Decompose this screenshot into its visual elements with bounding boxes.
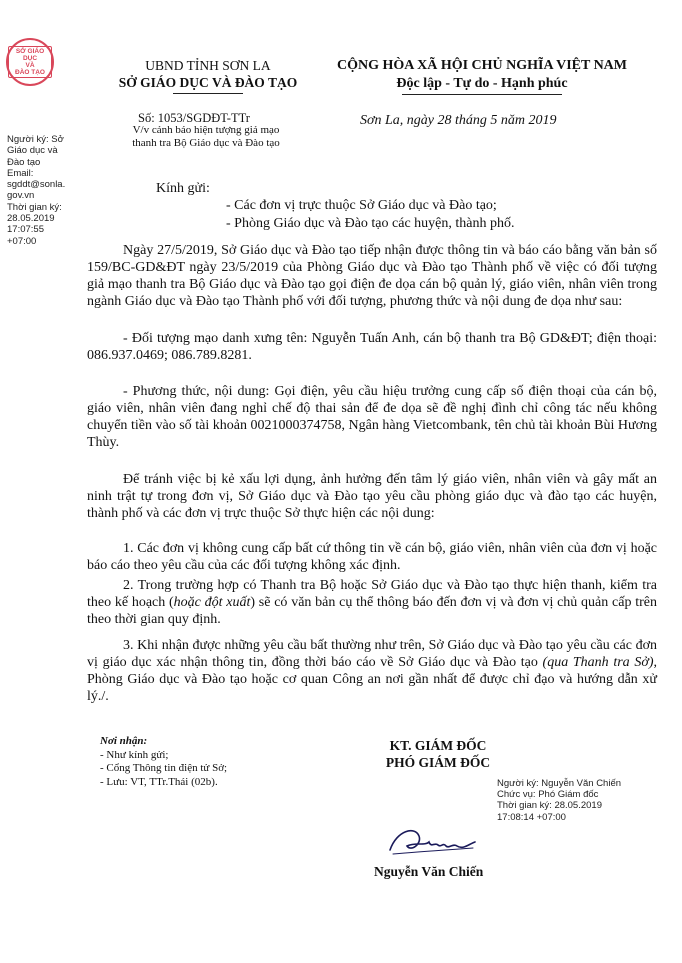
- sign-meta-line: 28.05.2019: [7, 213, 55, 225]
- subject-line-1: V/v cảnh báo hiện tượng giả mạo: [132, 124, 280, 136]
- item-2-emphasis: hoặc đột xuất: [173, 595, 251, 610]
- national-motto: Độc lập - Tự do - Hạnh phúc: [396, 76, 568, 91]
- paragraph-method: - Phương thức, nội dung: Gọi điện, yêu cầu hiệu trưởng cung cấp số điện thoại của cán bộ, giáo viên, nhân viên đang nghỉ chế độ thai sản để đe dọa sẽ đề nghị đình chỉ công tác nếu không chuyển tiền vào số tài khoản 0021000374758, Ngân hàng Vietcombank, tên chủ tài khoản Bùi Hương Thùy.: [87, 384, 657, 450]
- distribution-title: Nơi nhận:: [100, 735, 148, 747]
- signer-name: Nguyễn Văn Chiến: [374, 864, 484, 879]
- document-number: Số: 1053/SGDĐT-TTr: [138, 111, 250, 125]
- issuer-underline: [173, 93, 243, 94]
- distribution-item: - Như kính gửi;: [100, 748, 169, 761]
- country-name: CỘNG HÒA XÃ HỘI CHỦ NGHĨA VIỆT NAM: [336, 58, 627, 73]
- seal-inner: [8, 46, 52, 78]
- document-subject: [96, 124, 316, 150]
- signer-title-2: PHÓ GIÁM ĐỐC: [385, 755, 491, 770]
- sign-meta-line: Đào tạo: [7, 156, 41, 168]
- sign-meta-line: +07:00: [7, 235, 37, 247]
- subject-line-2: thanh tra Bộ Giáo dục và Đào tạo: [132, 137, 280, 149]
- paragraph-item-3: [87, 637, 657, 705]
- document-date: Sơn La, ngày 28 tháng 5 năm 2019: [360, 113, 557, 128]
- item-3-emphasis: (qua Thanh tra Sở): [542, 655, 654, 670]
- sign-meta-line: sgddt@sonla.: [7, 179, 66, 191]
- seal-text-1: SỞ GIÁO DỤC: [15, 48, 45, 62]
- sign-meta-line: Người ký: Sở: [7, 134, 64, 145]
- sign-meta-line: gov.vn: [7, 190, 35, 202]
- issuer-department: SỞ GIÁO DỤC VÀ ĐÀO TẠO: [118, 75, 298, 90]
- item-3-text-a: 3. Khi nhận được những yêu cầu bất thường như trên, Sở Giáo dục và Đào tạo yêu cầu các đơn vị giáo dục xác nhận thông tin, đồng thời báo cáo về Sở Giáo dục và Đào tạo: [87, 638, 657, 670]
- signer-meta-line: Chức vụ: Phó Giám đốc: [497, 789, 599, 801]
- distribution-list: [100, 735, 227, 789]
- paragraph-intro: Ngày 27/5/2019, Sở Giáo dục và Đào tạo tiếp nhận được thông tin và báo cáo bằng văn bản số 159/BC-GD&ĐT ngày 23/5/2019 của Phòng Giáo dục và Đào tạo Thành phố về việc có đối tượng giả mạo thanh tra Bộ Giáo dục và Đào tạo gọi điện đe dọa cán bộ quản lý, giáo viên, nhân viên trong ngành Giáo dục và Đào tạo Thành phố với đối tượng, phương thức và nội dung đe dọa như sau:: [87, 243, 657, 309]
- signer-meta-line: Thời gian ký: 28.05.2019: [497, 800, 602, 812]
- paragraph-item-2: [87, 577, 657, 628]
- sign-meta-line: Thời gian ký:: [7, 201, 62, 213]
- recipient-line-1: - Các đơn vị trực thuộc Sở Giáo dục và Đào tạo;: [226, 198, 497, 213]
- seal-stamp: [6, 38, 54, 86]
- issuer-agency: UBND TỈNH SƠN LA: [145, 58, 271, 73]
- sign-meta-line: Giáo dục và: [7, 145, 58, 157]
- item-3-text-b: , Phòng Giáo dục và Đào tạo hoặc cơ quan Công an nơi gần nhất để được chỉ đạo và hướng dẫn xử lý./.: [87, 655, 657, 704]
- item-2-text-b: ) sẽ có văn bản cụ thể thông báo đến đơn vị và đơn vị chủ quản cấp trên theo thời gian quy định.: [87, 595, 657, 627]
- greeting-label: Kính gửi:: [156, 181, 210, 196]
- paragraph-request: Để tránh việc bị kẻ xấu lợi dụng, ảnh hưởng đến tâm lý giáo viên, nhân viên và gây mất an ninh trật tự trong đơn vị, Sở Giáo dục và Đào tạo yêu cầu phòng giáo dục và đào tạo các huyện, thành phố và các đơn vị trực thuộc Sở thực hiện các nội dung:: [87, 472, 657, 521]
- sign-meta-line: Email:: [7, 167, 34, 179]
- seal-text-2: VÀ: [25, 62, 35, 69]
- handwritten-signature: [385, 820, 480, 860]
- signer-meta-line: Người ký: Nguyễn Văn Chiến: [497, 778, 622, 789]
- paragraph-suspect: - Đối tượng mạo danh xưng tên: Nguyễn Tuấn Anh, cán bộ thanh tra Bộ GD&ĐT; điện thoại: 086.937.0469; 086.789.8281.: [87, 331, 657, 363]
- seal-text-3: ĐÀO TẠO: [15, 69, 45, 76]
- signer-title-1: KT. GIÁM ĐỐC: [389, 738, 487, 753]
- signer-meta-line: 17:08:14 +07:00: [497, 811, 566, 823]
- signer-digital-info: [497, 778, 621, 823]
- issuer-header: [118, 57, 298, 94]
- distribution-item: - Lưu: VT, TTr.Thái (02b).: [100, 775, 218, 788]
- motto-underline: [402, 94, 562, 95]
- item-2-text-a: 2. Trong trường hợp có Thanh tra Bộ hoặc Sở Giáo dục và Đào tạo thực hiện thanh, kiểm tra theo kế hoạch (: [87, 578, 657, 610]
- sign-meta-line: 17:07:55: [7, 224, 44, 236]
- signer-title: [378, 737, 498, 771]
- paragraph-item-1: 1. Các đơn vị không cung cấp bất cứ thông tin về cán bộ, giáo viên, nhân viên của đơn vị hoặc báo cáo theo yêu cầu của các đối tượng không xác định.: [87, 541, 657, 573]
- recipient-line-2: - Phòng Giáo dục và Đào tạo các huyện, thành phố.: [226, 216, 515, 231]
- distribution-item: - Cổng Thông tin điện tử Sở;: [100, 762, 228, 774]
- national-header: [312, 57, 652, 95]
- digital-signature-info: [7, 134, 77, 247]
